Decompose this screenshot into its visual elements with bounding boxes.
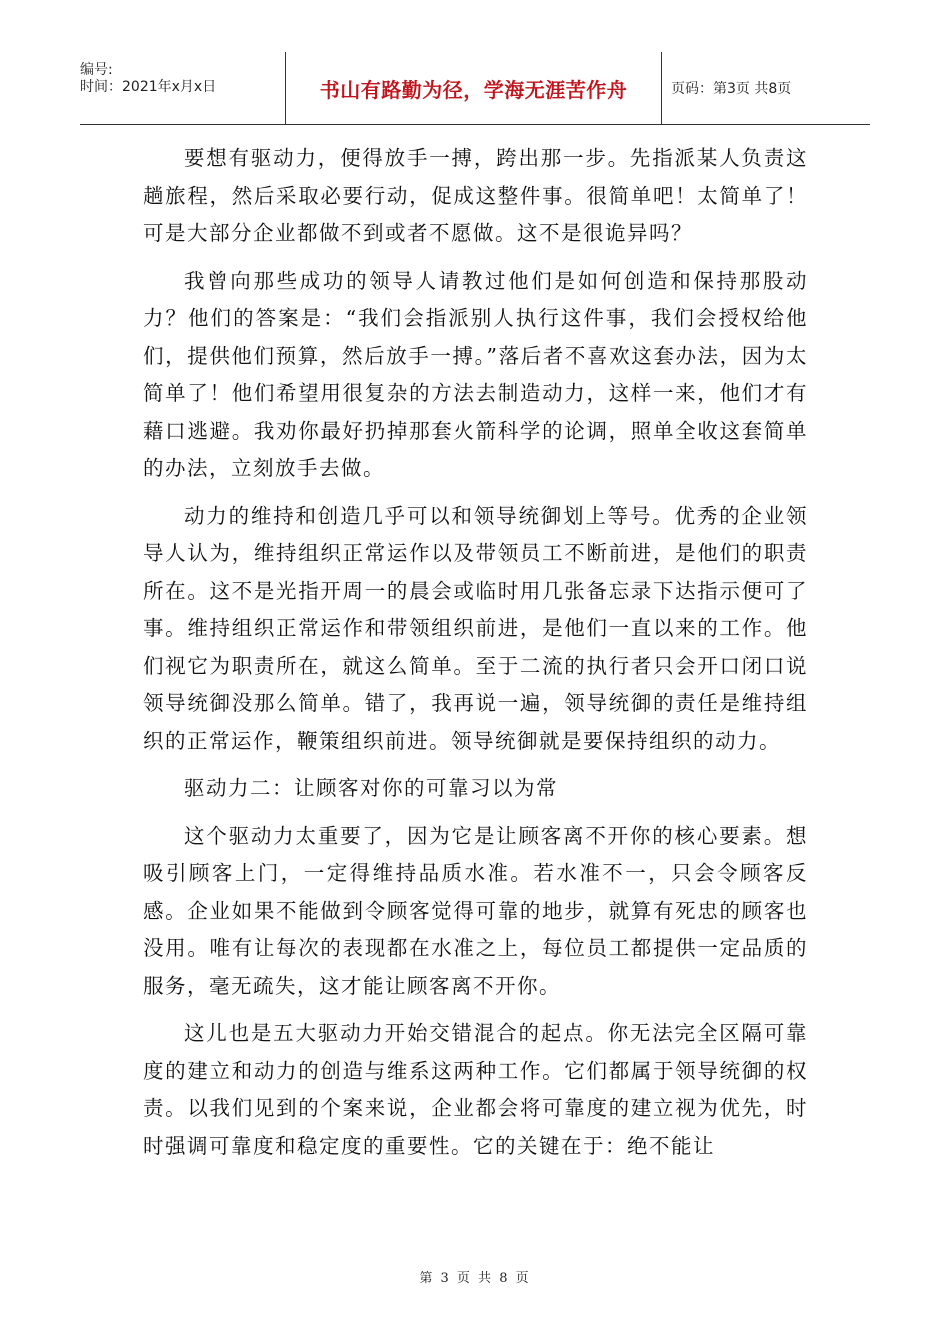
body-paragraph: 我曾向那些成功的领导人请教过他们是如何创造和保持那股动力？他们的答案是：“我们会指派别人执行这件事，我们会授权给他们，提供他们预算，然后放手一搏。”落后者不喜欢这套办法，因为太简单了！他们希望用很复杂的方法去制造动力，这样一来，他们才有藉口逃避。我劝你最好扔掉那套火箭科学的论调，照单全收这套简单的办法，立刻放手去做。	[143, 268, 808, 480]
page-header	[80, 52, 870, 125]
body-paragraph: 这个驱动力太重要了，因为它是让顾客离不开你的核心要素。想吸引顾客上门，一定得维持品质水准。若水准不一，只会令顾客反感。企业如果不能做到令顾客觉得可靠的地步，就算有死忠的顾客也没用。唯有让每次的表现都在水准之上，每位员工都提供一定品质的服务，毫无疏失，这才能让顾客离不开你。	[143, 823, 808, 998]
document-time-label: 时间：2021年x月x日	[80, 79, 217, 95]
body-paragraph: 动力的维持和创造几乎可以和领导统御划上等号。优秀的企业领导人认为，维持组织正常运作以及带领员工不断前进，是他们的职责所在。这不是光指开周一的晨会或临时用几张备忘录下达指示便可了事。维持组织正常运作和带领组织前进，是他们一直以来的工作。他们视它为职责所在，就这么简单。至于二流的执行者只会开口闭口说领导统御没那么简单。错了，我再说一遍，领导统御的责任是维持组织的正常运作，鞭策组织前进。领导统御就是要保持组织的动力。	[143, 503, 808, 753]
document-number-label: 编号:	[80, 62, 113, 78]
body-paragraph: 要想有驱动力，便得放手一搏，跨出那一步。先指派某人负责这趟旅程，然后采取必要行动，促成这整件事。很简单吧！太简单了！可是大部分企业都做不到或者不愿做。这不是很诡异吗？	[143, 146, 808, 245]
header-motto: 书山有路勤为径，学海无涯苦作舟	[285, 52, 662, 124]
header-meta	[80, 52, 285, 124]
body-paragraph: 这儿也是五大驱动力开始交错混合的起点。你无法完全区隔可靠度的建立和动力的创造与维系这两种工作。它们都属于领导统御的权责。以我们见到的个案来说，企业都会将可靠度的建立视为优先，时时强调可靠度和稳定度的重要性。它的关键在于：绝不能让	[143, 1021, 808, 1158]
document-body	[143, 140, 808, 1175]
header-page-info: 页码：第3页 共8页	[671, 81, 792, 97]
page-footer: 第 3 页 共 8 页	[419, 1271, 531, 1286]
section-heading: 驱动力二：让顾客对你的可靠习以为常	[184, 776, 558, 800]
